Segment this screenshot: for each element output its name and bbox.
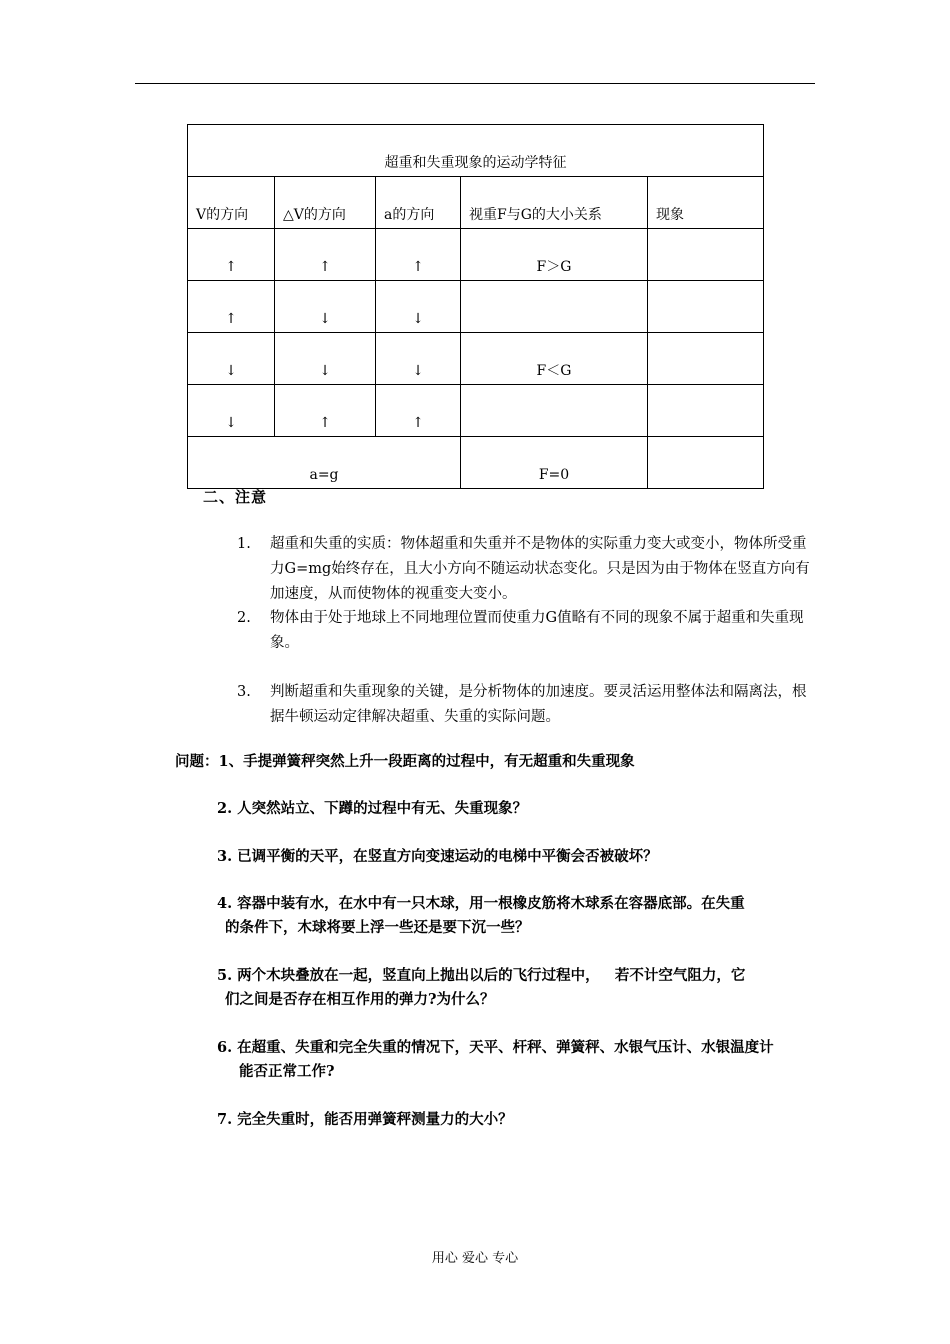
note-item	[237, 532, 817, 607]
cell-phenomenon	[648, 229, 764, 281]
table-row	[188, 333, 764, 385]
question-6-line-2: 能否正常工作?	[239, 1063, 335, 1080]
header-relation: 视重F与G的大小关系	[461, 177, 648, 229]
question-2: 2. 人突然站立、下蹲的过程中有无、失重现象？	[217, 800, 528, 817]
cell-phenomenon	[648, 437, 764, 489]
cell-delta-v: ↑	[275, 229, 376, 281]
cell-a: ↓	[376, 333, 461, 385]
note-number: 3.	[237, 684, 251, 700]
table-header-row	[188, 177, 764, 229]
note-number: 2.	[237, 610, 251, 626]
table-row	[188, 229, 764, 281]
header-a-direction: a的方向	[376, 177, 461, 229]
cell-delta-v: ↓	[275, 333, 376, 385]
note-text: 超重和失重的实质：物体超重和失重并不是物体的实际重力变大或变小，物体所受重力G=mg始终存在，且大小方向不随运动状态变化。只是因为由于物体在竖直方向有加速度，从而使物体的视重变大变小。	[270, 536, 810, 602]
cell-delta-v: ↓	[275, 281, 376, 333]
cell-relation: F＞G	[461, 229, 648, 281]
header-delta-v-direction: △V的方向	[275, 177, 376, 229]
cell-a: ↑	[376, 229, 461, 281]
cell-a-equals-g: a=g	[188, 437, 461, 489]
cell-v: ↓	[188, 333, 275, 385]
cell-phenomenon	[648, 281, 764, 333]
table-row	[188, 281, 764, 333]
section-heading: 二、注意	[203, 488, 268, 506]
table-title-row	[188, 125, 764, 177]
question-4-line-1: 4. 容器中装有水，在水中有一只木球，用一根橡皮筋将木球系在容器底部。在失重	[217, 895, 745, 912]
question-3: 3. 已调平衡的天平，在竖直方向变速运动的电梯中平衡会否被破坏？	[217, 848, 658, 865]
question-4	[217, 892, 817, 940]
note-text: 物体由于处于地球上不同地理位置而使重力G值略有不同的现象不属于超重和失重现象。	[270, 610, 804, 651]
question-1: 问题：1、手提弹簧秤突然上升一段距离的过程中，有无超重和失重现象	[175, 753, 635, 770]
cell-phenomenon	[648, 333, 764, 385]
question-5	[217, 964, 817, 1012]
cell-relation	[461, 385, 648, 437]
cell-v: ↓	[188, 385, 275, 437]
note-number: 1.	[237, 536, 251, 552]
table-row-free-fall	[188, 437, 764, 489]
question-7: 7. 完全失重时，能否用弹簧秤测量力的大小？	[217, 1111, 513, 1128]
header-phenomenon: 现象	[648, 177, 764, 229]
question-6	[217, 1036, 817, 1084]
note-text: 判断超重和失重现象的关键，是分析物体的加速度。要灵活运用整体法和隔离法，根据牛顿运动定律解决超重、失重的实际问题。	[270, 684, 807, 725]
table-title: 超重和失重现象的运动学特征	[188, 125, 764, 177]
note-item	[237, 680, 817, 730]
page-footer: 用心 爱心 专心	[431, 1251, 519, 1266]
question-4-line-2: 的条件下，木球将要上浮一些还是要下沉一些？	[225, 919, 530, 936]
note-item	[237, 606, 817, 656]
header-v-direction: V的方向	[188, 177, 275, 229]
cell-v: ↑	[188, 229, 275, 281]
cell-delta-v: ↑	[275, 385, 376, 437]
table-row	[188, 385, 764, 437]
kinematics-table	[187, 124, 764, 489]
header-rule	[135, 83, 815, 84]
cell-a: ↑	[376, 385, 461, 437]
question-5-line-1: 5. 两个木块叠放在一起，竖直向上抛出以后的飞行过程中， 若不计空气阻力，它	[217, 967, 746, 984]
cell-relation: F＜G	[461, 333, 648, 385]
question-6-line-1: 6. 在超重、失重和完全失重的情况下，天平、杆秤、弹簧秤、水银气压计、水银温度计	[217, 1039, 774, 1056]
cell-relation: F=0	[461, 437, 648, 489]
cell-relation	[461, 281, 648, 333]
cell-a: ↓	[376, 281, 461, 333]
cell-v: ↑	[188, 281, 275, 333]
cell-phenomenon	[648, 385, 764, 437]
question-5-line-2: 们之间是否存在相互作用的弹力?为什么？	[225, 991, 495, 1008]
